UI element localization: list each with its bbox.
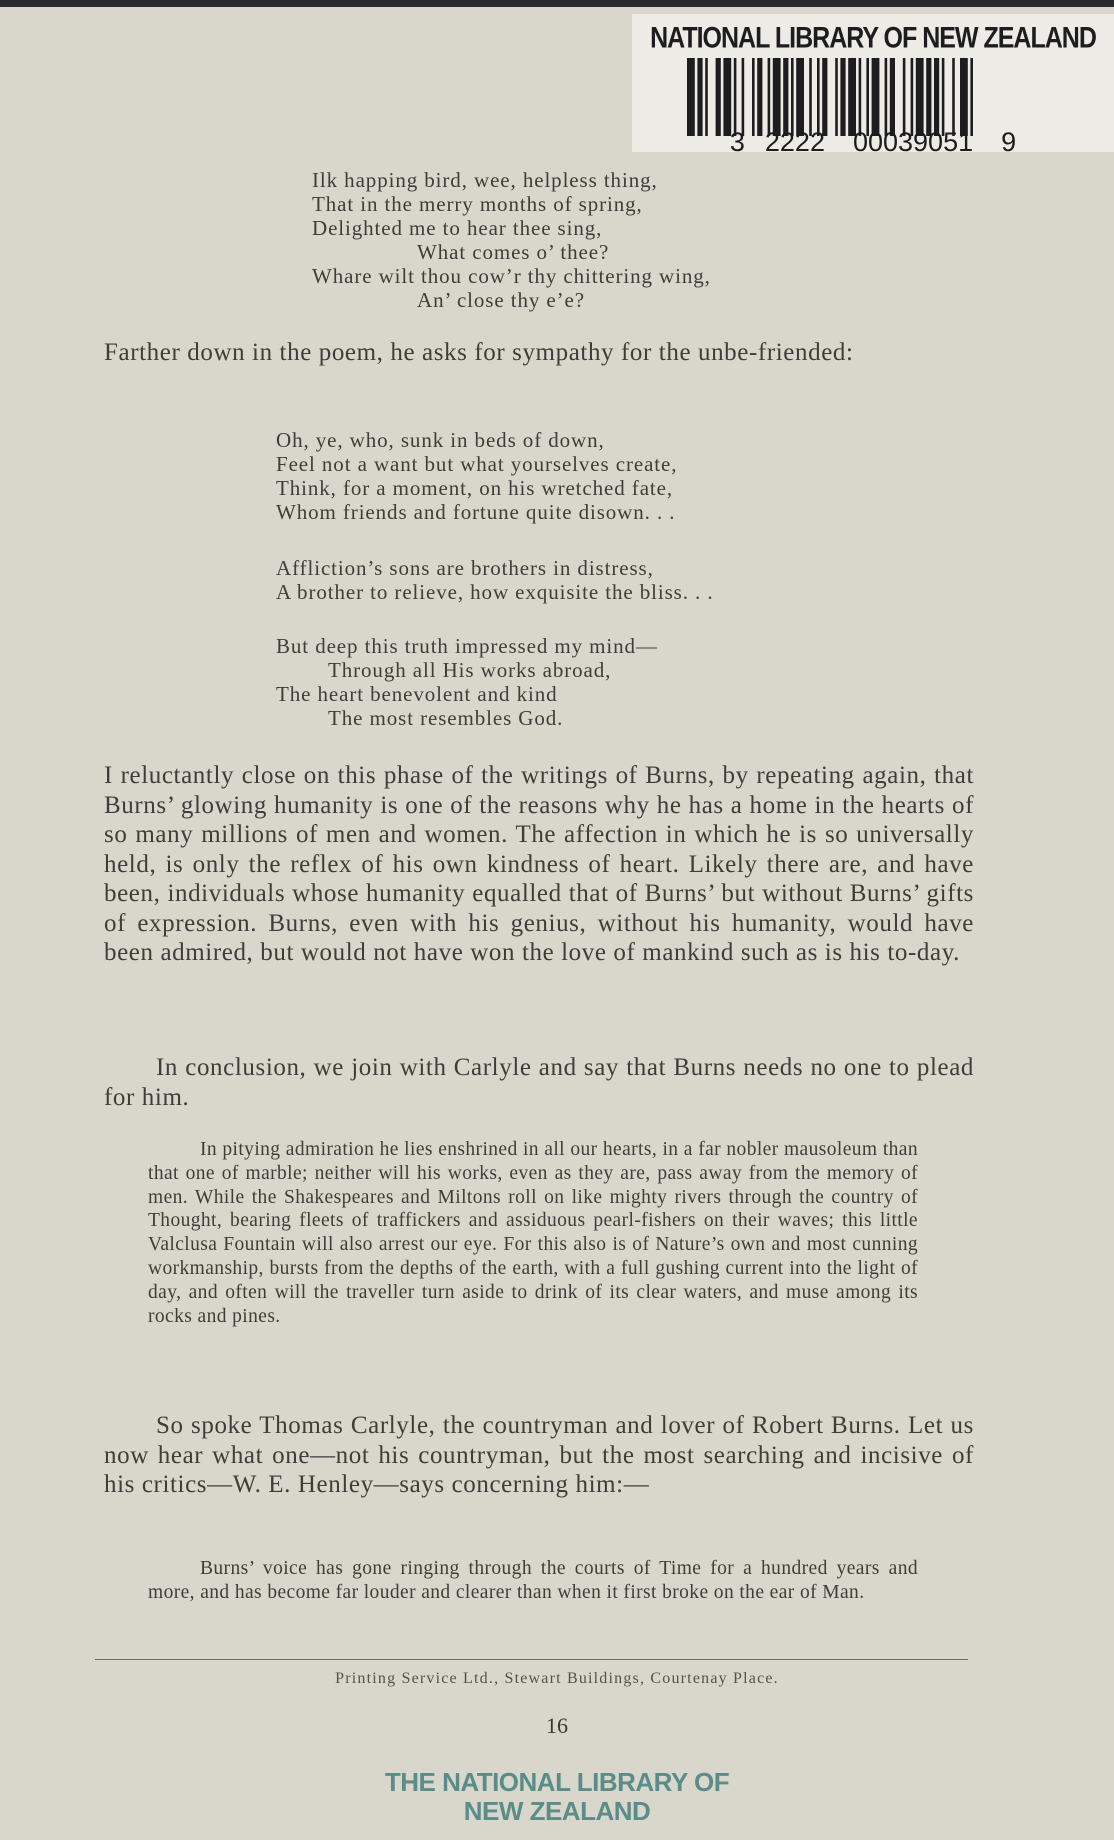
barcode-bar [687,58,695,136]
barcode-digit-group: 00039051 [852,127,974,157]
barcode-bar [783,58,788,136]
barcode-title: NATIONAL LIBRARY OF NEW ZEALAND [650,21,1096,55]
barcode-bar [872,58,880,136]
verse-line: Through all His works abroad, [328,658,612,682]
verse-line: But deep this truth impressed my mind— [276,634,658,658]
library-stamp-line: THE NATIONAL LIBRARY OF [384,1767,730,1797]
verse-line: Feel not a want but what yourselves create, [276,452,678,476]
barcode-bar [848,58,856,136]
quote-henley: Burns’ voice has gone ringing through the courts of Time for a hundred years and more, and has become far louder and clearer than when it first broke on the ear of Man. [148,1558,918,1603]
barcode-bar [866,58,869,136]
barcode-bar [768,58,771,136]
printer-imprint: Printing Service Ltd., Stewart Buildings, Courtenay Place. [335,1670,779,1687]
barcode-bar [835,58,838,136]
barcode-label [632,14,1114,157]
barcode-bar [742,58,745,136]
barcode-bar [952,58,955,136]
barcode-bar [822,58,827,136]
barcode-bar [942,58,945,136]
barcode-bar [885,58,888,136]
barcode-bar [716,58,721,136]
verse-line: Ilk happing bird, wee, helpless thing, [312,168,658,192]
barcode-bar [817,58,820,136]
barcode-bar [903,58,906,136]
barcode-bars [687,58,1092,136]
barcode-bar [809,58,812,136]
footer-rule [95,1659,968,1660]
verse-line: Affliction’s sons are brothers in distress, [276,556,654,580]
verse-line: An’ close thy e’e? [417,288,585,312]
verse-sympathy [276,428,677,524]
barcode-number [632,129,1114,156]
verse-line: Think, for a moment, on his wretched fate, [276,476,674,500]
top-edge-bar [0,0,1114,7]
paragraph-conclusion: In conclusion, we join with Carlyle and say that Burns needs no one to plead for him. [104,1054,974,1111]
barcode-bar [723,58,731,136]
quote-carlyle: In pitying admiration he lies enshrined in all our hearts, in a far nobler mausoleum than that one of marble; neither will his works, even as they are, pass away from the memory of men. While the Shakespeares and Miltons roll on like mighty rivers through the country of Thought, bearing fleets of traffickers and assiduous pearl-fishers on their waves; this little Valclusa Fountain will also arrest our eye. For this also is of Nature’s own and most cunning workmanship, bursts from the depths of the earth, with a full gushing current into the light of day, and often will the traveller turn aside to drink of its clear waters, and muse among its rocks and pines. [148,1139,918,1327]
verse-line: That in the merry months of spring, [312,192,643,216]
barcode-digit-group: 9 [1001,127,1017,157]
barcode-bar [705,58,708,136]
verse-line: Whom friends and fortune quite disown. . . [276,500,676,524]
verse-line: The heart benevolent and kind [276,682,558,706]
verse-line: What comes o’ thee? [417,240,610,264]
barcode-bar [911,58,914,136]
paragraph-farther-down: Farther down in the poem, he asks for sympathy for the unbe-friended: [104,339,854,366]
verse-line: Whare wilt thou cow’r thy chittering wing, [312,264,711,288]
barcode-bar [934,58,939,136]
verse-truth [276,634,658,730]
verse-affliction [276,556,714,604]
paragraph-reluctantly: I reluctantly close on this phase of the writings of Burns, by repeating again, that Burns’ glowing humanity is one of the reasons why he has a home in the hearts of so many millions of men and women. The affection in which he is so universally held, is only the reflex of his own kindness of heart. Likely there are, and have been, individuals whose humanity equalled that of Burns’ but without Burns’ gifts of expression. Burns, even with his genius, without his humanity, would have been admired, but would not have won the love of mankind such as is his to-day. [104,762,974,966]
barcode-bar [916,58,924,136]
barcode-bar [890,58,895,136]
barcode-bar [960,58,968,136]
library-stamp-line: NEW ZEALAND [463,1796,651,1826]
barcode-bar [757,58,762,136]
verse-bird [312,168,711,312]
barcode-bar [859,58,862,136]
barcode-bar [752,58,755,136]
barcode-bar [773,58,781,136]
verse-line: A brother to relieve, how exquisite the bliss. . . [276,580,714,604]
library-stamp [0,1768,1114,1826]
verse-line: Oh, ye, who, sunk in beds of down, [276,428,605,452]
verse-line: The most resembles God. [328,706,564,730]
barcode-bar [791,58,794,136]
barcode-digit-group: 2222 [764,127,825,157]
barcode-bar [697,58,702,136]
barcode-bar [840,58,845,136]
barcode-bar [926,58,931,136]
barcode-digit-group: 3 [729,127,745,157]
verse-line: Delighted me to hear thee sing, [312,216,603,240]
paragraph-so-spoke: So spoke Thomas Carlyle, the countryman and lover of Robert Burns. Let us now hear what one—not his countryman, but the most searching and incisive of his critics—W. E. Henley—says concerning him:— [104,1412,974,1498]
barcode-bar [734,58,737,136]
barcode-bar [970,58,973,136]
page-number: 16 [546,1713,568,1738]
barcode-bar [796,58,804,136]
